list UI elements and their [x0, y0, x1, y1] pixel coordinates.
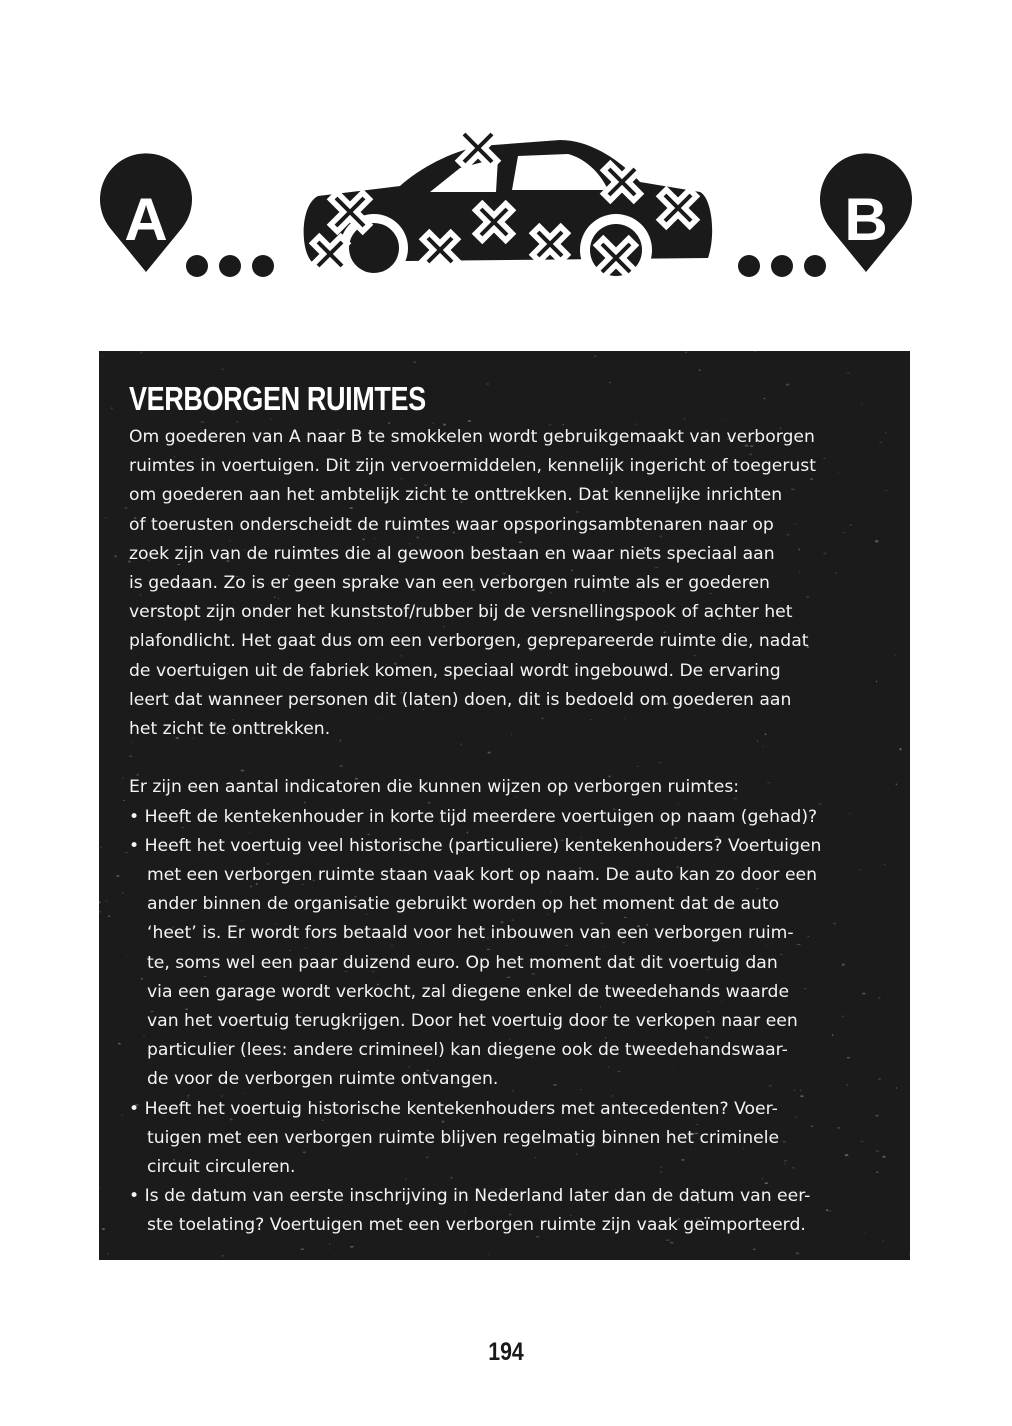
- box-title: VERBORGEN RUIMTES: [129, 380, 426, 417]
- text-line: de voertuigen uit de fabriek komen, speciaal wordt ingebouwd. De ervaring: [129, 660, 781, 681]
- text-line: Om goederen van A naar B te smokkelen wordt gebruikgemaakt van verborgen: [129, 427, 815, 447]
- map-pin-a-icon: [100, 153, 192, 272]
- text-line: • Is de datum van eerste inschrijving in Nederland later dan de datum van eer-: [129, 1186, 811, 1207]
- text-line: ‘heet’ is. Er wordt fors betaald voor het inbouwen van een verborgen ruim-: [147, 923, 794, 944]
- text-line: plafondlicht. Het gaat dus om een verborgen, geprepareerde ruimte die, nadat: [129, 631, 809, 652]
- text-line: ste toelating? Voertuigen met een verborgen ruimte zijn vaak geïmporteerd.: [147, 1215, 806, 1236]
- text-line: ander binnen de organisatie gebruikt worden op het moment dat de auto: [147, 894, 780, 915]
- text-line: • Heeft het voertuig historische kentekenhouders met antecedenten? Voer-: [129, 1098, 778, 1119]
- text-line: • Heeft het voertuig veel historische (particuliere) kentekenhouders? Voertuigen: [129, 835, 822, 856]
- text-line: ruimtes in voertuigen. Dit zijn vervoermiddelen, kennelijk ingericht of toegerust: [129, 456, 816, 477]
- route-illustration: [0, 0, 1012, 330]
- indicator-list: [129, 803, 886, 1241]
- text-line: leert dat wanneer personen dit (laten) doen, dit is bedoeld om goederen aan: [129, 689, 792, 710]
- text-line: of toerusten onderscheidt de ruimtes waar opsporingsambtenaren naar op: [129, 514, 774, 535]
- text-line: de voor de verborgen ruimte ontvangen.: [147, 1069, 499, 1090]
- text-line: van het voertuig terugkrijgen. Door het voertuig door te verkopen naar een: [147, 1011, 798, 1032]
- text-line: circuit circuleren.: [147, 1157, 296, 1178]
- text-line: om goederen aan het ambtelijk zicht te onttrekken. Dat kennelijke inrichten: [129, 485, 783, 506]
- text-line: via een garage wordt verkocht, zal diegene enkel de tweedehands waarde: [147, 981, 790, 1002]
- text-line: particulier (lees: andere crimineel) kan diegene ook de tweedehandswaar-: [147, 1040, 788, 1061]
- text-line: tuigen met een verborgen ruimte blijven regelmatig binnen het criminele: [147, 1127, 780, 1148]
- marker-b-label: B: [844, 186, 888, 253]
- car-with-x-marks-icon: [304, 130, 713, 286]
- text-line: te, soms wel een paar duizend euro. Op het moment dat dit voertuig dan: [147, 952, 778, 973]
- info-box: [99, 351, 910, 1260]
- page-number: 194: [488, 1338, 524, 1366]
- text-line: verstopt zijn onder het kunststof/rubber bij de versnellingspook of achter het: [129, 602, 793, 623]
- marker-a-label: A: [124, 186, 168, 253]
- map-pin-b-icon: [820, 153, 912, 272]
- text-line: is gedaan. Zo is er geen sprake van een verborgen ruimte als er goederen: [129, 573, 770, 594]
- dots-right-icon: [738, 255, 826, 277]
- dots-left-icon: [186, 255, 274, 277]
- paragraph-intro: [129, 423, 886, 744]
- list-item: [129, 803, 886, 832]
- text-line: met een verborgen ruimte staan vaak kort op naam. De auto kan zo door een: [147, 865, 818, 886]
- text-line: • Heeft de kentekenhouder in korte tijd meerdere voertuigen op naam (gehad)?: [129, 806, 818, 827]
- list-item: [129, 1095, 886, 1183]
- text-line: zoek zijn van de ruimtes die al gewoon bestaan en waar niets speciaal aan: [129, 543, 775, 564]
- text-line: het zicht te onttrekken.: [129, 719, 331, 740]
- list-item: [129, 832, 886, 1095]
- paragraph-spacer: [129, 744, 886, 773]
- indicators-intro: Er zijn een aantal indicatoren die kunnen wijzen op verborgen ruimtes:: [129, 777, 740, 798]
- list-item: [129, 1182, 886, 1240]
